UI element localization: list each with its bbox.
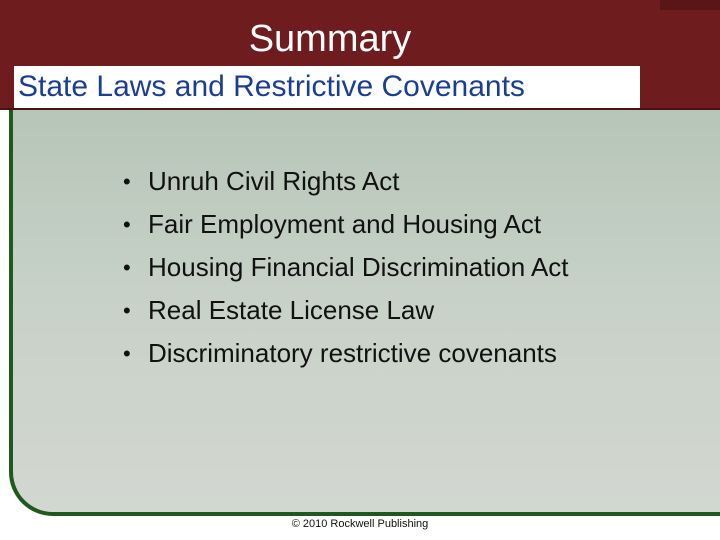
bullet-item bbox=[123, 289, 569, 332]
bullet-text: Discriminatory restrictive covenants bbox=[148, 338, 557, 368]
bullet-item bbox=[123, 203, 569, 246]
bullet-marker: • bbox=[123, 341, 131, 366]
bullet-list bbox=[123, 160, 569, 375]
copyright-footer: © 2010 Rockwell Publishing bbox=[291, 518, 429, 530]
bullet-marker: • bbox=[123, 212, 131, 237]
bullet-marker: • bbox=[123, 298, 131, 323]
bullet-text: Real Estate License Law bbox=[148, 295, 435, 325]
bullet-text: Unruh Civil Rights Act bbox=[148, 166, 400, 196]
slide-subtitle: State Laws and Restrictive Covenants bbox=[18, 70, 525, 103]
bullet-item bbox=[123, 160, 569, 203]
bullet-item bbox=[123, 332, 569, 375]
bullet-marker: • bbox=[123, 255, 131, 280]
bullet-marker: • bbox=[123, 169, 131, 194]
bullet-text: Housing Financial Discrimination Act bbox=[148, 252, 569, 282]
slide-title: Summary bbox=[248, 18, 412, 60]
bullet-item bbox=[123, 246, 569, 289]
bullet-text: Fair Employment and Housing Act bbox=[148, 209, 542, 239]
